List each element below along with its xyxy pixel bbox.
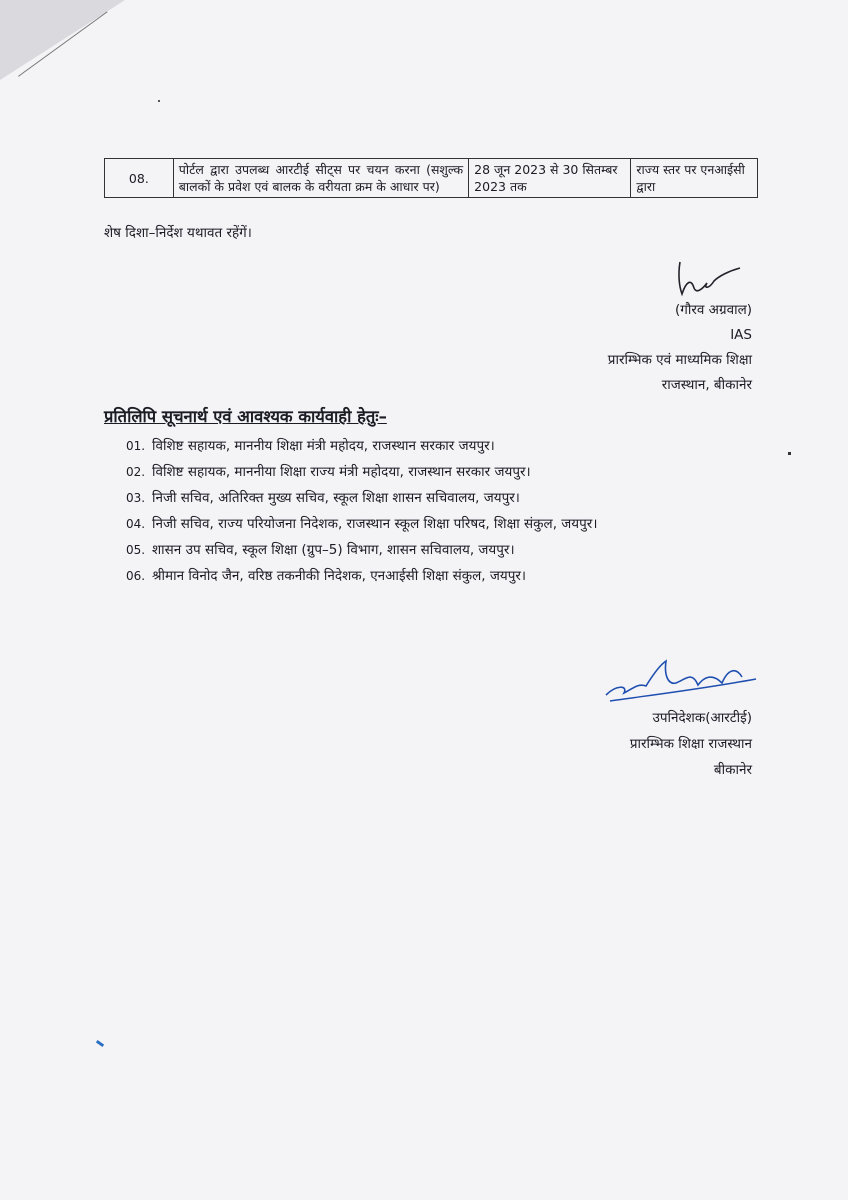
signatory-name: (गौरव अग्रवाल) [674, 302, 752, 318]
copy-list [126, 433, 756, 589]
signatory-service: IAS [730, 327, 752, 343]
row-number: 08. [105, 159, 174, 198]
second-signatory-office: प्रारम्भिक शिक्षा राजस्थान [629, 736, 752, 752]
list-item [126, 459, 756, 485]
item-text: विशिष्ट सहायक, माननीय शिक्षा मंत्री महोदय, राजस्थान सरकार जयपुर। [152, 438, 495, 454]
second-signatory-designation: उपनिदेशक(आरटीई) [652, 710, 752, 726]
row-activity: पोर्टल द्वारा उपलब्ध आरटीई सीट्स पर चयन करना (सशुल्क बालकों के प्रवेश एवं बालक के वरीयता क्रम के आधार पर) [173, 159, 468, 198]
table-row [105, 159, 758, 198]
item-text: श्रीमान विनोद जैन, वरिष्ठ तकनीकी निदेशक, एनआईसी शिक्षा संकुल, जयपुर। [152, 568, 527, 584]
list-item [126, 485, 756, 511]
row-responsible: राज्य स्तर पर एनआईसी द्वारा [631, 159, 758, 198]
list-item [126, 433, 756, 459]
item-text: निजी सचिव, अतिरिक्त मुख्य सचिव, स्कूल शिक्षा शासन सचिवालय, जयपुर। [152, 490, 520, 506]
item-number: 02. [126, 465, 146, 479]
signatory-designation: प्रारम्भिक एवं माध्यमिक शिक्षा [607, 352, 752, 368]
item-text: शासन उप सचिव, स्कूल शिक्षा (ग्रुप–5) विभाग, शासन सचिवालय, जयपुर। [152, 542, 515, 558]
list-item [126, 563, 756, 589]
signatory-place: राजस्थान, बीकानेर [661, 377, 752, 393]
signature-gaurav [674, 258, 744, 298]
signature-deputy-director [602, 655, 760, 705]
item-number: 01. [126, 439, 146, 453]
item-number: 06. [126, 569, 146, 583]
ink-mark [96, 1040, 104, 1047]
ink-dot [158, 100, 160, 102]
remaining-instructions-note: शेष दिशा–निर्देश यथावत रहेंगें। [104, 225, 252, 241]
item-text: निजी सचिव, राज्य परियोजना निदेशक, राजस्थान स्कूल शिक्षा परिषद, शिक्षा संकुल, जयपुर। [152, 516, 598, 532]
list-item [126, 537, 756, 563]
schedule-table [104, 158, 758, 198]
row-period: 28 जून 2023 से 30 सितम्बर 2023 तक [469, 159, 631, 198]
signatory-block [608, 298, 752, 398]
item-number: 05. [126, 543, 146, 557]
item-text: विशिष्ट सहायक, माननीया शिक्षा राज्य मंत्री महोदया, राजस्थान सरकार जयपुर। [152, 464, 531, 480]
second-signatory-block [630, 705, 752, 783]
item-number: 04. [126, 517, 146, 531]
list-item [126, 511, 756, 537]
item-number: 03. [126, 491, 146, 505]
copy-heading: प्रतिलिपि सूचनार्थ एवं आवश्यक कार्यवाही हेतुः– [104, 407, 387, 426]
second-signatory-place: बीकानेर [713, 762, 752, 778]
ink-dot [788, 452, 791, 455]
